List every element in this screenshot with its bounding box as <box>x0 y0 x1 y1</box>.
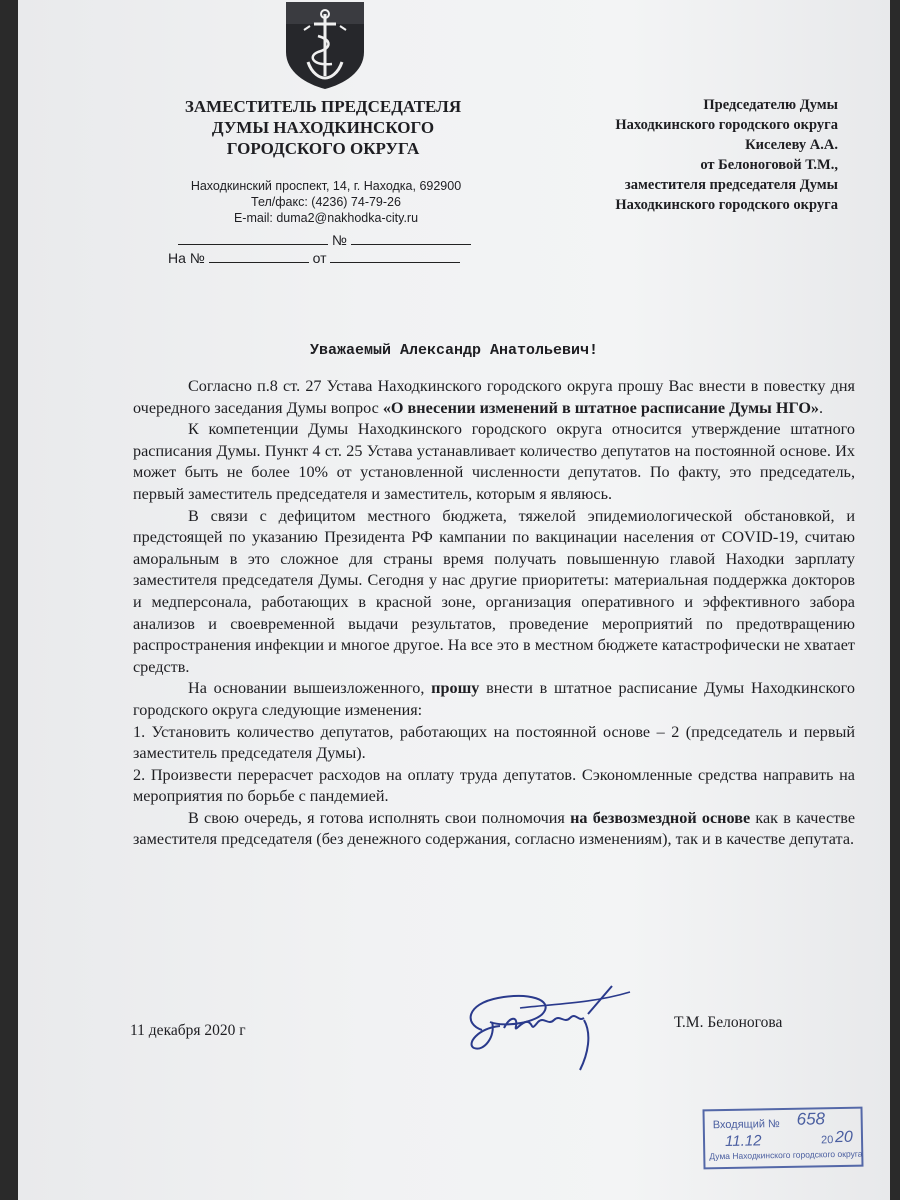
addressee-block <box>498 95 838 215</box>
paragraph-text: . <box>819 398 824 417</box>
sender-address: Находкинский проспект, 14, г. Находка, 692900 <box>190 179 462 193</box>
number-blank <box>351 230 471 245</box>
stamp-date: 11.12 <box>724 1132 762 1151</box>
sender-title-line: ЗАМЕСТИТЕЛЬ ПРЕДСЕДАТЕЛЯ <box>184 97 462 116</box>
addressee-line: Киселеву А.А. <box>745 137 838 153</box>
addressee-line: Находкинского городского округа <box>615 197 838 213</box>
incoming-registration-stamp <box>702 1107 863 1170</box>
paragraph-text: как в качестве заместителя председателя (без денежного содержания, согласно изменениям), так и в качестве депутата. <box>133 808 855 849</box>
sender-title-line: ГОРОДСКОГО ОКРУГА <box>226 139 420 158</box>
date-blank <box>178 230 328 245</box>
number-sign: № <box>331 232 347 248</box>
list-item: 1. Установить количество депутатов, работающих на постоянной основе – 2 (председатель и первый заместитель председателя Думы). <box>133 722 855 763</box>
city-coat-of-arms-icon <box>278 0 372 90</box>
agenda-item-title: «О внесении изменений в штатное расписание Думы НГО» <box>382 398 820 417</box>
addressee-line: заместителя председателя Думы <box>624 177 838 193</box>
stamp-label: Входящий № <box>712 1118 780 1132</box>
sender-title-line: ДУМЫ НАХОДКИНСКОГО <box>211 118 435 137</box>
handwritten-signature <box>460 978 640 1078</box>
stamp-number: 658 <box>796 1109 826 1129</box>
emphasis-text: прошу <box>431 679 480 698</box>
paragraph-text: В свою очередь, я готова исполнять свои полномочия <box>188 808 571 827</box>
paragraph-request <box>133 376 855 419</box>
paragraph-competence: К компетенции Думы Находкинского городского округа относится утверждение штатного расписания Думы. Пункт 4 ст. 25 Устава устанавливает количество депутатов на постоянной основе. Их может быть не более 10% от установленной численности депутатов. По факту, это председатель, первый заместитель председателя и заместитель, которым я являюсь. <box>133 420 855 503</box>
paragraph-proposal <box>133 678 855 721</box>
salutation: Уважаемый Александр Анатольевич! <box>309 342 599 359</box>
reference-number-line <box>168 248 460 266</box>
signer-name: Т.М. Белоногова <box>674 1014 783 1031</box>
addressee-line: Председателю Думы <box>703 97 838 113</box>
sender-email: E-mail: duma2@nakhodka-city.ru <box>233 211 419 225</box>
addressee-line: Находкинского городского округа <box>615 117 838 133</box>
stamp-year-printed: 20 <box>820 1134 834 1147</box>
sender-phone: Тел/факс: (4236) 74-79-26 <box>251 195 401 209</box>
outgoing-number-line <box>178 230 471 248</box>
paragraph-reasoning: В связи с дефицитом местного бюджета, тяжелой эпидемиологической обстановкой, и предстоящей по указанию Президента РФ кампании по вакцинации населения от COVID-19, считаю аморальным в это сложное для страны время получать повышенную главой Находки зарплату заместителя председателя Думы. Сегодня у нас другие приоритеты: материальная поддержка докторов и медперсонала, работающих в красной зоне, организация оперативного и эффективного забора анализов и своевременной выдачи результатов, проведение мероприятий по предотвращению распространения инфекции и многое другое. На все это в местном бюджете катастрофически не хватает средств. <box>133 506 855 676</box>
list-item: 2. Произвести перерасчет расходов на оплату труда депутатов. Сэкономленные средства направить на мероприятия по борьбе с пандемией. <box>133 765 855 806</box>
letter-page <box>18 0 890 1200</box>
letter-body <box>133 376 855 851</box>
sender-title <box>148 96 498 159</box>
reference-date-label: от <box>312 250 327 266</box>
paragraph-closing <box>133 808 855 851</box>
paragraph-text: Согласно п.8 ст. 27 Устава Находкинского городского округа прошу Вас внести в повестку дня очередного заседания Думы вопрос <box>133 377 855 417</box>
sender-contacts <box>148 178 504 226</box>
reference-number-label: На № <box>168 250 205 266</box>
paragraph-text: внести в штатное расписание Думы Находкинского городского округа следующие изменения: <box>133 679 855 719</box>
reference-date-blank <box>330 248 460 263</box>
stamp-organization: Дума Находкинского городского округа <box>709 1148 863 1162</box>
reference-number-blank <box>209 248 309 263</box>
addressee-line: от Белоноговой Т.М., <box>700 157 838 173</box>
paragraph-text: На основании вышеизложенного, <box>188 679 432 698</box>
letter-date: 11 декабря 2020 г <box>130 1022 246 1039</box>
stamp-year-handwritten: 20 <box>834 1128 853 1147</box>
emphasis-text: на безвозмездной основе <box>570 808 751 827</box>
